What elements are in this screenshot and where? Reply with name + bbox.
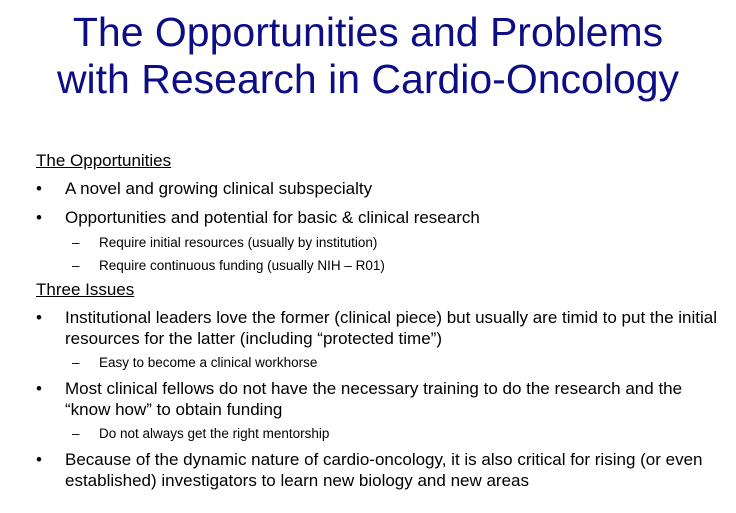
bullet-glyph: •	[36, 208, 42, 227]
sub-bullet-item	[36, 257, 726, 274]
sub-bullet-item	[36, 354, 726, 371]
dash-glyph: –	[72, 426, 80, 441]
bullet-item	[36, 449, 726, 491]
bullet-glyph: •	[36, 179, 42, 198]
bullet-text: Most clinical fellows do not have the necessary training to do the research and the “know how” to obtain funding	[65, 379, 683, 419]
bullet-text: Opportunities and potential for basic & clinical research	[65, 208, 480, 227]
section-heading-three-issues: Three Issues	[36, 280, 135, 299]
dash-glyph: –	[72, 235, 80, 250]
dash-glyph: –	[72, 355, 80, 370]
bullet-text: A novel and growing clinical subspecialty	[65, 179, 373, 198]
sub-bullet-text: Do not always get the right mentorship	[99, 426, 330, 441]
sub-bullet-item	[36, 234, 726, 251]
sub-bullet-item	[36, 425, 726, 442]
bullet-glyph: •	[36, 308, 42, 327]
dash-glyph: –	[72, 258, 80, 273]
sub-bullet-text: Require initial resources (usually by institution)	[99, 235, 378, 250]
bullet-item	[36, 207, 726, 228]
slide-body	[36, 151, 726, 491]
bullet-item	[36, 378, 726, 420]
section-heading-opportunities: The Opportunities	[36, 151, 172, 170]
bullet-glyph: •	[36, 450, 42, 469]
bullet-glyph: •	[36, 379, 42, 398]
slide-title-line-1: The Opportunities and Problems	[72, 9, 664, 55]
bullet-text: Because of the dynamic nature of cardio-oncology, it is also critical for rising (or even established) investigators to learn new biology and new areas	[65, 450, 703, 490]
bullet-item	[36, 178, 726, 199]
bullet-text: Institutional leaders love the former (clinical piece) but usually are timid to put the initial resources for the latter (including “protected time”)	[65, 308, 717, 348]
bullet-item	[36, 307, 726, 349]
sub-bullet-text: Require continuous funding (usually NIH – R01)	[99, 258, 385, 273]
slide-title	[0, 9, 736, 103]
sub-bullet-text: Easy to become a clinical workhorse	[99, 355, 318, 370]
slide-title-line-2: with Research in Cardio-Oncology	[56, 56, 680, 102]
